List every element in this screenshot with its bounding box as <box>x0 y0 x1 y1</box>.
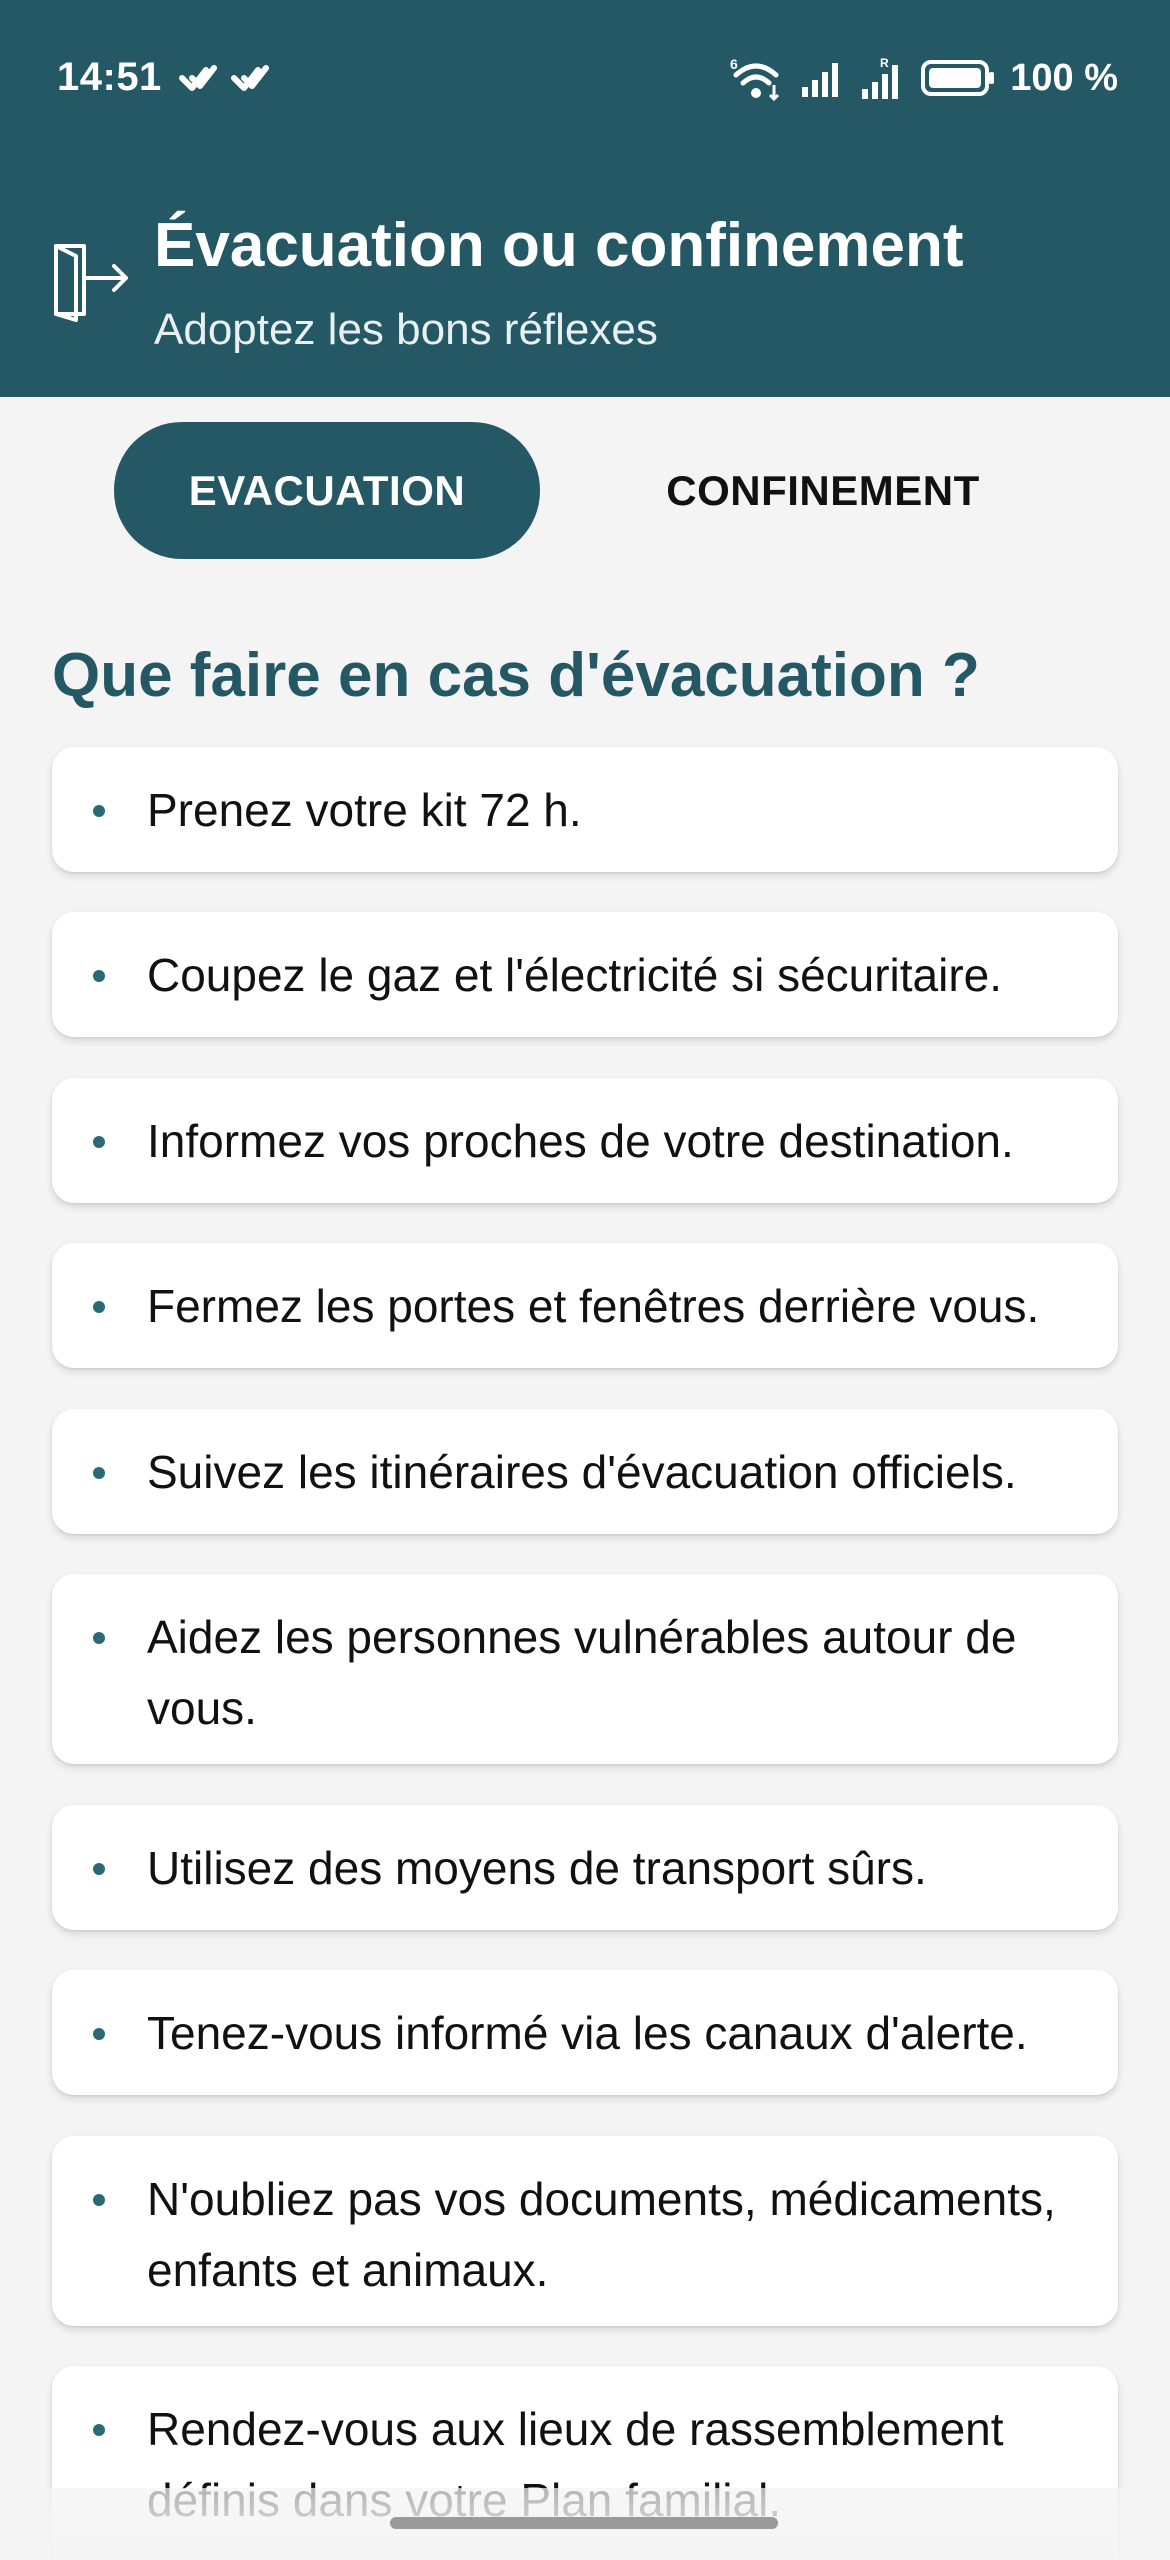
list-item <box>52 1409 1118 1534</box>
wifi-icon <box>730 55 786 101</box>
bullet <box>93 805 105 817</box>
bullet <box>93 2194 105 2206</box>
list-item-text: Utilisez des moyens de transport sûrs. <box>147 1842 927 1894</box>
home-indicator[interactable] <box>390 2517 778 2529</box>
list-item <box>52 747 1118 872</box>
list-item <box>52 1243 1118 1368</box>
app-header <box>0 0 1170 397</box>
bullet <box>93 1467 105 1479</box>
notification-icon <box>176 58 220 98</box>
bullet <box>93 2028 105 2040</box>
list-item <box>52 1078 1118 1203</box>
exit-door-icon <box>48 238 132 322</box>
status-time: 14:51 <box>57 55 162 99</box>
list-item <box>52 2136 1118 2326</box>
bullet <box>93 1301 105 1313</box>
bullet <box>93 1632 105 1644</box>
signal-icon <box>860 57 906 99</box>
list-item-text: Coupez le gaz et l'électricité si sécuritaire. <box>147 949 1003 1001</box>
notification-icons <box>176 58 272 98</box>
notification-icon <box>228 58 272 98</box>
page-title: Évacuation ou confinement <box>154 211 964 280</box>
list-item-text: Suivez les itinéraires d'évacuation officiels. <box>147 1446 1017 1498</box>
list-item-text: Aidez les personnes vulnérables autour de vous. <box>147 1611 1017 1734</box>
tab-evacuation[interactable]: EVACUATION <box>114 422 540 559</box>
list-item <box>52 1805 1118 1930</box>
battery-icon <box>920 59 996 97</box>
list-item-text: Informez vos proches de votre destination. <box>147 1115 1014 1167</box>
list-item-text: Rendez-vous aux lieux de rassemblement <box>147 2403 1004 2455</box>
list-item <box>52 912 1118 1037</box>
list-item-text: Prenez votre kit 72 h. <box>147 784 582 836</box>
list-item-text: N'oubliez pas vos documents, médicaments, enfants et animaux. <box>147 2173 1056 2296</box>
svg-text:R: R <box>880 57 889 70</box>
status-bar <box>0 0 1170 160</box>
list-item <box>52 1574 1118 1764</box>
battery-percentage: 100 % <box>1010 56 1118 99</box>
page-subtitle: Adoptez les bons réflexes <box>154 305 658 354</box>
bullet <box>93 1863 105 1875</box>
list-item-text: Fermez les portes et fenêtres derrière vous. <box>147 1280 1040 1332</box>
bullet <box>93 2424 105 2436</box>
section-title: Que faire en cas d'évacuation ? <box>52 641 980 710</box>
signal-icon <box>800 59 846 97</box>
bullet <box>93 970 105 982</box>
wifi-generation-label: 6 <box>730 56 739 72</box>
tab-confinement[interactable]: CONFINEMENT <box>666 466 980 514</box>
list-item <box>52 1970 1118 2095</box>
list-item-text: Tenez-vous informé via les canaux d'alerte. <box>147 2007 1028 2059</box>
bullet <box>93 1136 105 1148</box>
status-right <box>730 52 1118 104</box>
